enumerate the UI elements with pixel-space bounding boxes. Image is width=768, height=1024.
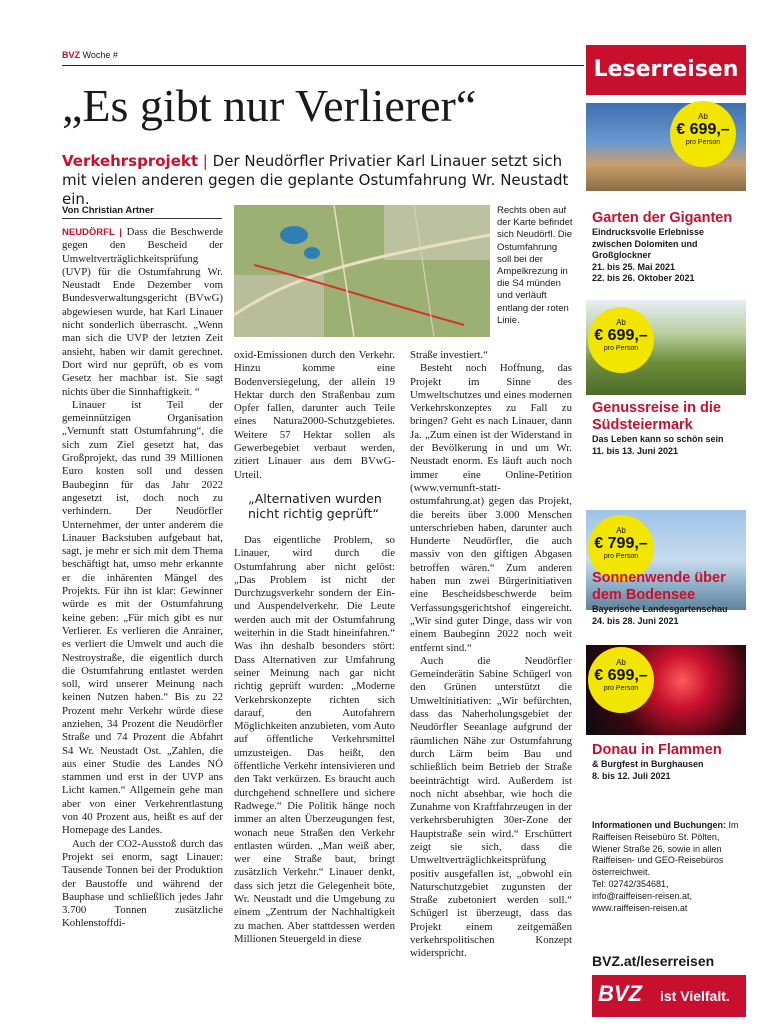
trip-description: Das Leben kann so schön sein: [592, 434, 724, 444]
map-drawing: [234, 205, 490, 337]
trip-title: Sonnenwende über dem Bodensee: [592, 570, 726, 603]
trip-dates: 24. bis 28. Juni 2021: [592, 615, 679, 626]
route-map-image: [234, 205, 490, 337]
badge-per: pro Person: [603, 685, 639, 692]
info-label: Informationen und Buchungen:: [592, 820, 726, 830]
paragraph: Straße investiert.“: [410, 349, 488, 361]
paragraph-text: Dass die Beschwerde gegen den Bescheid der Umweltverträglichkeitsprüfung (UVP) für die Ostumfahrung Wr. Neustadt Ende Dezember vom Bundesverwaltungsgericht (BVwG) abgewiesen wurde, hat Karl Linauer nicht sonderlich überrascht. „Wenn man sich die UVP der letzten Zeit ansieht, haben wir damit gerechnet. Dort wird nur geprüft, ob es vom Gesetz her machbar ist. Sie sagt nichts über die Sinnhaftigkeit. “: [62, 226, 224, 398]
author-byline: Von Christian Artner: [62, 205, 222, 219]
leserreisen-sidebar: [586, 45, 746, 1017]
badge-price: € 799,–: [594, 535, 648, 552]
trip-title: Garten der Giganten: [592, 210, 733, 226]
paragraph: Linauer ist Teil der gemeinnützigen Organisation „Vernunft statt Ostumfahrung“, die sich zum Ziel gesetzt hat, das Großprojekt, das rund 39 Millionen Euro kosten soll und dessen Baubeginn für das Jahr 2022 angesetzt ist, doch noch zu verhindern. Der Neudörfler Unternehmer, der unter anderem die Linauer Backstuben aufgebaut hat, sagt, je mehr er sich mit dem Thema beschäftigt hat, umso mehr erkannte er die inhärenten Mängel des Projekts. Für ihn ist klar: Gewinner würde es mit der Ostumfahrung keine geben: „Für mich gibt es nur Verlierer. Es verlieren die Anrainer, es verliert die Umwelt und auch die Nestroystraße, die eigentlich durch die Ostumfahrung entlastet werden soll, wird unserer Meinung nach keinen Nutzen haben.“ Bis zu 22 Prozent mehr Verkehr würde diese anziehen, 34 Prozent die Neudörfler Straße und 74 Prozent die Abfahrt S4 Wr. Neustadt Ost. „Zahlen, die aus einer Studie des Landes NÖ stammen und erst in der UVP ans Licht kamen.“ Allgemein gehe man aber von einer Verkehrentlastung von 40 Prozent aus, heißt es auf der Homepage des Landes.: [62, 398, 223, 837]
trip-dates: 21. bis 25. Mai 2021 22. bis 26. Oktober 2021: [592, 261, 695, 283]
trip-title: Donau in Flammen: [592, 742, 722, 758]
article-column-3: [410, 349, 572, 961]
badge-price: € 699,–: [594, 327, 648, 344]
bvz-logo-banner: [592, 975, 746, 1017]
bvz-logo: BVZ: [598, 981, 642, 1006]
article-lead: [62, 152, 582, 209]
badge-from: Ab: [616, 658, 626, 667]
info-phone: Tel: 02742/354681,: [592, 878, 669, 889]
lead-keyword: Verkehrsprojekt: [62, 152, 199, 170]
paragraph: Auch der CO2-Ausstoß durch das Projekt sei enorm, sagt Linauer: Tausende Tonnen bei der Produktion der Baustoffe und während der Bauphase und schließlich jedes Jahr 3.700 Tonnen zusätzliche Kohlenstoffdi-: [62, 837, 223, 930]
article-subhead: „Alternativen wurden nicht richtig geprüft“: [248, 491, 382, 521]
trip-description: Eindrucksvolle Erlebnisse zwischen Dolomiten und Großglockner: [592, 227, 705, 260]
info-text: Im Raiffeisen Reisebüro St. Pölten, Wiener Straße 26, sowie in allen Raiffeisen- und GEO-Reisebüros österreichweit.: [592, 820, 739, 878]
paragraph: Auch die Neudörfler Gemeinderätin Sabine Schügerl von den Grünen unterstützt die Umweltinitiativen: „Wir befürchten, dass das Naherholungsgebiet der Neudörfler Seeanlage aufgrund der räumlichen Nähe zur Ostumfahrung durch Lärm beim Bau und schließlich beim Betrieb der Straße beeinträchtigt wird. Außerdem ist noch nicht absehbar, wie hoch die Zunahme von Kraftfahrzeugen in der verkehrsberuhigten 30er-Zone der Hauptstraße sein wird.“ Erschüttert zeigt sie sich, dass die Umweltverträglichkeitsprüfung positiv ausgefallen ist, „obwohl ein Naturschutzgebiet zugunsten der Straße zubetoniert werden soll.“ Schügerl ist überzeugt, dass das Projekt einem zeitgemäßen verkehrspolitischen Konzept widerspricht.: [410, 654, 572, 960]
article-column-2b: [234, 534, 395, 946]
lead-separator: |: [202, 152, 208, 170]
trip-description: Bayerische Landesgartenschau: [592, 604, 728, 614]
badge-price: € 699,–: [676, 121, 730, 138]
lead-text: Der Neudörfler Privatier Karl Linauer setzt sich mit vielen anderen gegen die geplante Ostumfahrung Wr. Neustadt ein.: [62, 152, 569, 208]
badge-from: Ab: [616, 318, 626, 327]
trip-genussreise: [592, 400, 746, 457]
header-brand: BVZ: [62, 50, 80, 60]
price-badge: [588, 647, 654, 713]
bvz-slogan: ist Vielfalt.: [660, 988, 730, 1004]
trip-sonnenwende: [592, 570, 746, 627]
header-rule: [62, 65, 584, 66]
paragraph: Besteht noch Hoffnung, das Projekt im Sinne des Umweltschutzes und eines modernen Verkehrskonzeptes zu Fall zu bringen? Geht es nach Linauer, dann Ja. „Zum einen ist der Widerstand in der Bevölkerung in und um Wr. Neustadt enorm. Es läuft auch noch immer eine Online-Petition (www.vernunft-statt-ostumfahrung.at) gegen das Projekt, die bereits über 3.000 Menschen unterschrieben haben, darunter auch Hunderte Neudörfler, die auch massiv von den giftigen Abgasen betroffen wären.“ Zum anderen haben nun zwei Bürgerinitiativen eine Bescheidsbeschwerde beim Verfassungsgerichtshof eingereicht. „Wir sind guter Dinge, dass wir von einem Baubeginn 2022 noch weit entfernt sind.“: [410, 362, 572, 654]
paragraph: [62, 226, 223, 399]
badge-per: pro Person: [603, 345, 639, 352]
trip-dates: 11. bis 13. Juni 2021: [592, 445, 679, 456]
page-header: [62, 50, 118, 60]
badge-price: € 699,–: [594, 667, 648, 684]
trip-description: & Burgfest in Burghausen: [592, 759, 704, 769]
info-web: www.raiffeisen-reisen.at: [592, 902, 688, 913]
trip-garten-der-giganten: [592, 210, 746, 285]
map-caption: Rechts oben auf der Karte befindet sich Neudörfl. Die Ostumfahrung soll bei der Ampelkrezung in die S4 münden und verläuft entlang der roten Linie.: [497, 205, 573, 326]
sidebar-heading: Leserreisen: [586, 45, 746, 95]
paragraph: Das eigentliche Problem, so Linauer, wird durch die Ostumfahrung aber nicht gelöst: „Das Problem ist nicht der Durchzugsverkehr sondern der Ein- und Auspendelverkehr. Die Leute werden auch mit der Ostumfahrung weiterhin in die Stadt hineinfahren.“ Was ihn deshalb besonders stört: Dass Alternativen zur Umfahrung seiner Meinung nach gar nicht richtig geprüft wurden: „Moderne Verkehrskonzepte richten sich darauf, den Autofahrern Möglichkeiten anzubieten, vom Auto auf öffentliche Verkehrsmittel umzusteigen. Das heißt, den öffentliche Verkehr intensivieren und den Takt verkürzen. Es braucht auch durchgehend schnellere und sichere Radwege.“ Die Politik hänge noch immer an alten Überzeugungen fest, wonach neue Straßen den Verkehr entlasten würden. „Man weiß aber, wer eine Straße baut, bringt zusätzlich Verkehr.“ Linauer denkt, dass sich jetzt die Gelegenheit böte, Wr. Neustadt und die Umgebung zu einem „Zentrum der Nachhaltigkeit zu machen. Aber stattdessen werden Millionen Steuergeld in diese: [234, 534, 395, 945]
trip-donau-in-flammen: [592, 742, 746, 782]
trip-title: Genussreise in die Südsteiermark: [592, 400, 721, 433]
article-column-1: [62, 226, 223, 931]
price-badge: [588, 307, 654, 373]
booking-info: [592, 820, 746, 914]
header-issue: Woche #: [82, 50, 118, 60]
dateline: NEUDÖRFL |: [62, 227, 122, 238]
info-email: info@raiffeisen-reisen.at,: [592, 890, 693, 901]
badge-per: pro Person: [603, 553, 639, 560]
leserreisen-url: BVZ.at/leserreisen: [592, 953, 715, 969]
article-title: „Es gibt nur Verlierer“: [62, 80, 477, 131]
article-column-2: [234, 349, 395, 482]
badge-per: pro Person: [685, 139, 721, 146]
paragraph: oxid-Emissionen durch den Verkehr. Hinzu komme eine Bodenversiegelung, der allein 19 Hektar durch den Straßenbau zum Opfer fallen, darunter auch Teile eines Natura2000-Schutzgebietes. Weitere 57 Hektar sollen als Gewerbegebiet verbaut werden, zitiert Linauer aus dem BVwG-Urteil.: [234, 349, 395, 481]
badge-from: Ab: [616, 526, 626, 535]
trip-dates: 8. bis 12. Juli 2021: [592, 770, 671, 781]
price-badge: [670, 101, 736, 167]
badge-from: Ab: [698, 112, 708, 121]
